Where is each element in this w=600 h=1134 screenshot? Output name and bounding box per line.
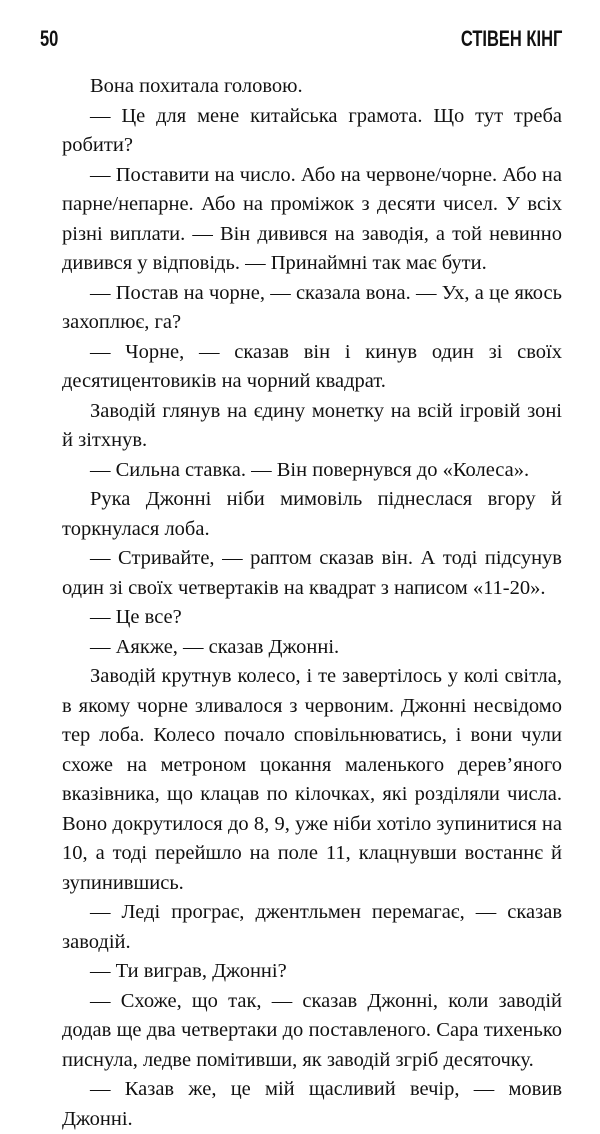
- paragraph: — Це все?: [90, 606, 182, 628]
- paragraph: — Схоже, що так, — сказав Джонні, коли заводій додав ще два четвертаки до поставленого. Сара тихенько писнула, ледве помітивши, як заводій згріб десяточку.: [62, 989, 562, 1071]
- paragraph: Вона похитала головою.: [90, 75, 303, 97]
- paragraph: Рука Джонні ніби мимовіль піднеслася вгору й торкнулася лоба.: [62, 488, 562, 540]
- paragraph: — Аякже, — сказав Джонні.: [90, 635, 340, 658]
- paragraph: — Це для мене китайська грамота. Що тут треба робити?: [62, 104, 562, 156]
- running-head-author: СТІВЕН КІНГ: [460, 26, 562, 51]
- paragraph: — Леді програє, джентльмен перемагає, — сказав заводій.: [62, 901, 562, 953]
- paragraph: — Ти виграв, Джонні?: [90, 960, 287, 982]
- paragraph: — Сильна ставка. — Він повернувся до «Колеса».: [90, 458, 530, 481]
- paragraph: — Казав же, це мій щасливий вечір, — мовив Джонні.: [62, 1078, 562, 1130]
- page-header: [0, 0, 600, 60]
- paragraph: — Поставити на число. Або на червоне/чорне. Або на парне/непарне. Або на проміжок з десяти чисел. У всіх різні виплати. — Він дивився на заводія, а той невинно дивився у відповідь. — Принаймні так має бути.: [62, 163, 562, 274]
- body-text: [62, 72, 562, 1134]
- paragraph: — Чорне, — сказав він і кинув один зі своїх десятицентовиків на чорний квадрат.: [62, 340, 562, 392]
- paragraph: Заводій глянув на єдину монетку на всій ігровій зоні й зітхнув.: [62, 399, 562, 451]
- paragraph: — Стривайте, — раптом сказав він. А тоді підсунув один зі своїх четвертаків на квадрат з написом «11-20».: [62, 547, 562, 599]
- paragraph: — Постав на чорне, — сказала вона. — Ух, а це якось захоплює, га?: [62, 281, 562, 333]
- paragraph: Заводій крутнув колесо, і те завертілось у колі світла, в якому чорне зливалося з червоним. Джонні несвідомо тер лоба. Колесо почало сповільнюватись, і вони чули схоже на метроном цокання маленького дерев’яного вказівника, що клацав по кілочках, які розділяли числа. Воно докрутилося до 8, 9, уже ніби хотіло зупинитися на 10, а тоді перейшло на поле 11, клацнувши востаннє й зупинившись.: [62, 665, 562, 894]
- page-number: 50: [40, 26, 59, 51]
